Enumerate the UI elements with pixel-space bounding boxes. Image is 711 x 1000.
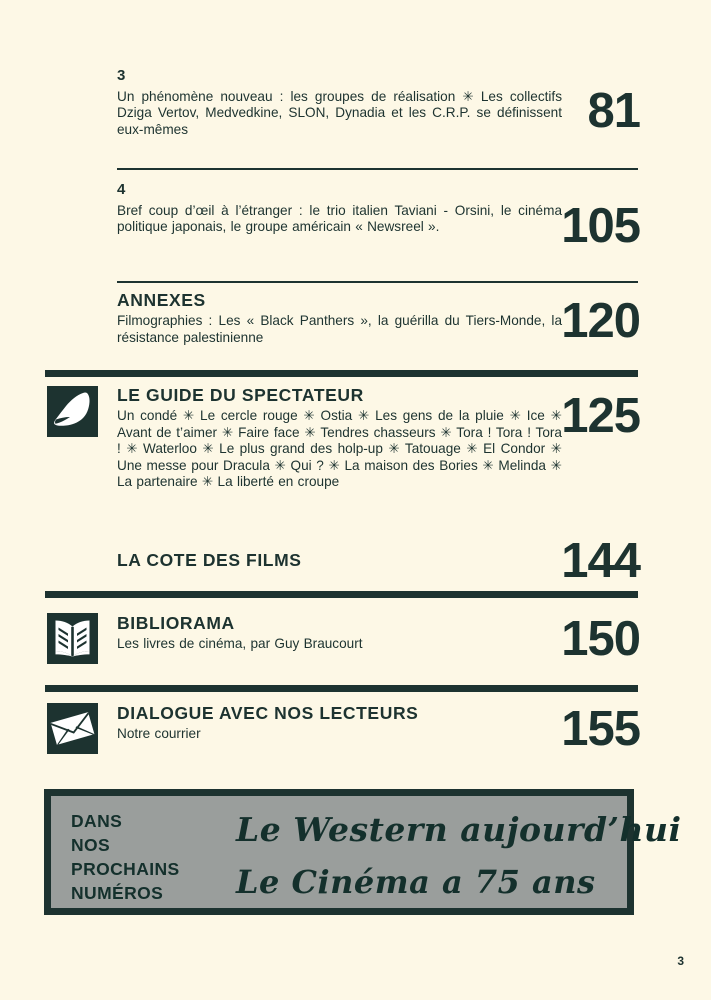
toc-entry-bibliorama-heading: BIBLIORAMA [117, 613, 235, 633]
toc-entry-dialogue-lecteurs-description: Notre courrier [117, 726, 201, 742]
toc-entry-dialogue-lecteurs-page-number: 155 [561, 702, 640, 756]
toc-entry-2-page-number: 105 [561, 199, 640, 253]
toc-entry-2-kicker: 4 [117, 181, 126, 198]
toc-entry-guide-spectateur-heading: LE GUIDE DU SPECTATEUR [117, 385, 364, 405]
divider-rule-5 [45, 685, 638, 692]
toc-entry-dialogue-lecteurs-heading: DIALOGUE AVEC NOS LECTEURS [117, 703, 419, 723]
divider-rule-4 [45, 591, 638, 598]
toc-entry-1-kicker: 3 [117, 67, 126, 84]
envelope-icon [47, 703, 98, 754]
toc-entry-guide-spectateur-page-number: 125 [561, 389, 640, 443]
upcoming-issues-box [44, 789, 682, 915]
toc-entry-dialogue-lecteurs-body [117, 703, 562, 743]
toc-entry-bibliorama-description: Les livres de cinéma, par Guy Braucourt [117, 636, 363, 652]
upcoming-issue-title-2: Le Cinéma a 75 ans [236, 863, 596, 901]
toc-entry-bibliorama-body [117, 613, 562, 653]
divider-rule-2 [117, 281, 638, 283]
toc-entry-1-body [117, 68, 562, 138]
divider-rule-3 [45, 370, 638, 377]
toc-entry-2-description: Bref coup d’œil à l’étranger : le trio italien Taviani - Orsini, le cinéma politique japonais, le groupe américain « Newsreel ». [117, 202, 562, 234]
toc-entry-guide-spectateur-description: Un condé ✳ Le cercle rouge ✳ Ostia ✳ Les gens de la pluie ✳ Ice ✳ Avant de t’aimer ✳ Faire face ✳ Tendres chasseurs ✳ Tora ! Tora ! Tora ! ✳ Waterloo ✳ Le plus grand des holp-up ✳ Tatouage ✳ El Condor ✳ Une messe pour Dracula ✳ Qui ? ✳ La maison des Bories ✳ Melinda ✳ La partenaire ✳ La liberté en croupe [117, 408, 562, 490]
toc-entry-2-body [117, 182, 562, 236]
open-book-icon [47, 613, 98, 664]
toc-entry-cote-des-films-body [117, 550, 562, 573]
upcoming-issues-label-line-2: NOS [71, 835, 111, 855]
toc-entry-annexes-body [117, 290, 562, 346]
divider-rule-1 [117, 168, 638, 170]
toc-entry-annexes-page-number: 120 [561, 294, 640, 348]
toc-entry-cote-des-films-heading: LA COTE DES FILMS [117, 550, 302, 570]
page-folio: 3 [677, 954, 684, 968]
toc-entry-1-description: Un phénomène nouveau : les groupes de réalisation ✳ Les collectifs Dziga Vertov, Medvedkine, SLON, Dynadia et les C.R.P. se définissent eux-mêmes [117, 88, 562, 137]
toc-entry-bibliorama-page-number: 150 [561, 612, 640, 666]
upcoming-issues-label-line-3: PROCHAINS [71, 859, 180, 879]
upcoming-issues-label-line-4: NUMÉROS [71, 883, 164, 903]
toc-entry-annexes-description: Filmographies : Les « Black Panthers », la guérilla du Tiers-Monde, la résistance palestinienne [117, 313, 562, 345]
toc-entry-annexes-heading: ANNEXES [117, 290, 206, 310]
upcoming-issue-title-1: Le Western aujourd’hui [236, 810, 682, 849]
upcoming-issues-titles [236, 804, 682, 908]
toc-entry-1-page-number: 81 [587, 84, 640, 138]
toc-entry-guide-spectateur-body [117, 385, 562, 491]
toc-entry-cote-des-films-page-number: 144 [561, 534, 640, 588]
upcoming-issues-label-line-1: DANS [71, 811, 123, 831]
upcoming-issues-label [71, 809, 180, 905]
bird-icon [47, 386, 98, 437]
